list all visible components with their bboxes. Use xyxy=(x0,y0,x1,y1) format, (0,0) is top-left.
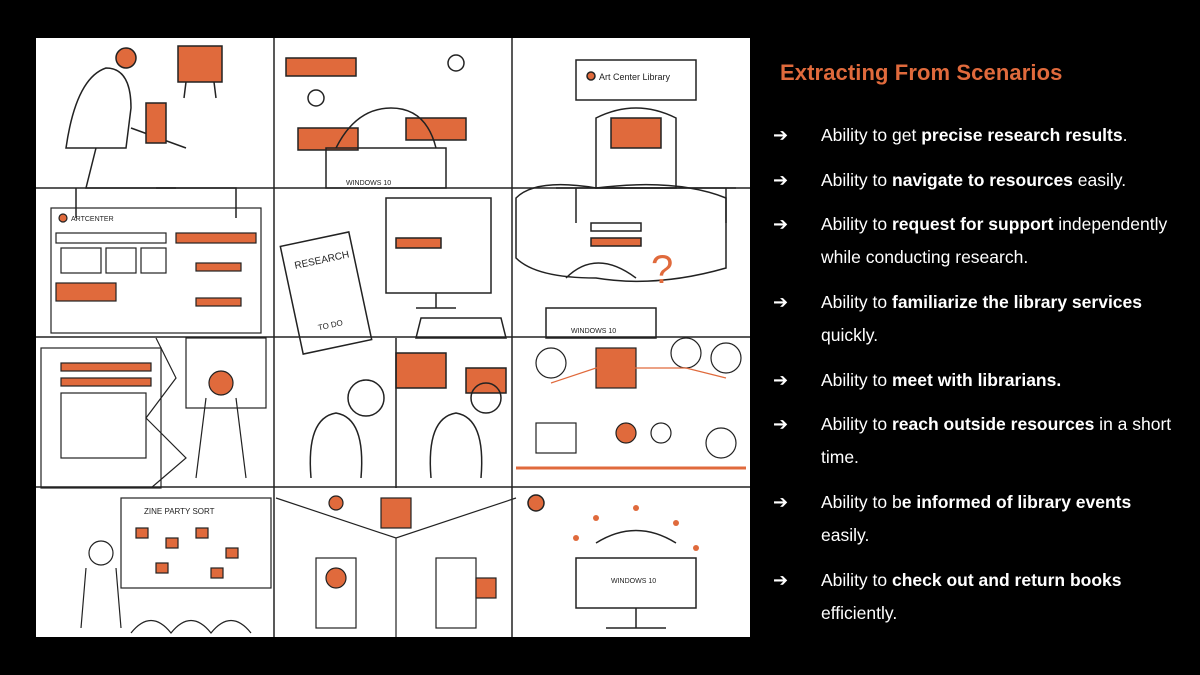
item-text: Ability to check out and return books efficiently. xyxy=(821,570,1122,623)
zine-party-sort-label: ZINE PARTY SORT xyxy=(144,507,215,516)
item-text: Ability to request for support independently while conducting research. xyxy=(821,214,1168,267)
art-center-library-label: Art Center Library xyxy=(599,72,671,82)
list-item xyxy=(773,164,1173,197)
windows-label-2: WINDOWS 10 xyxy=(571,328,617,335)
section-title: Extracting From Scenarios xyxy=(780,60,1063,85)
windows-label-3: WINDOWS 10 xyxy=(611,578,657,585)
list-item xyxy=(773,408,1173,474)
list-item xyxy=(773,364,1173,397)
windows-label-1: WINDOWS 10 xyxy=(346,180,392,187)
storyboard-image xyxy=(36,38,750,637)
item-text: Ability to familiarize the library services quickly. xyxy=(821,292,1142,345)
list-item xyxy=(773,286,1173,352)
todo-label: TO DO xyxy=(317,318,344,333)
right-arrow-icon: ➔ xyxy=(773,125,789,145)
list-item xyxy=(773,564,1173,630)
right-arrow-icon: ➔ xyxy=(773,370,789,390)
item-text: Ability to be informed of library events easily. xyxy=(821,492,1132,545)
right-arrow-icon: ➔ xyxy=(773,214,789,234)
right-arrow-icon: ➔ xyxy=(773,570,789,590)
svg-text:?: ? xyxy=(651,248,674,292)
right-arrow-icon: ➔ xyxy=(773,492,789,512)
item-text: Ability to navigate to resources easily. xyxy=(821,170,1127,190)
item-text: Ability to reach outside resources in a short time. xyxy=(821,414,1172,467)
list-item xyxy=(773,208,1173,274)
right-arrow-icon: ➔ xyxy=(773,292,789,312)
item-text: Ability to meet with librarians. xyxy=(821,370,1062,390)
right-arrow-icon: ➔ xyxy=(773,414,789,434)
list-item xyxy=(773,119,1173,152)
research-label: RESEARCH xyxy=(293,249,351,272)
artcenter-label: ARTCENTER xyxy=(71,216,114,223)
list-item xyxy=(773,486,1173,552)
right-arrow-icon: ➔ xyxy=(773,170,789,190)
item-text: Ability to get precise research results. xyxy=(821,125,1128,145)
